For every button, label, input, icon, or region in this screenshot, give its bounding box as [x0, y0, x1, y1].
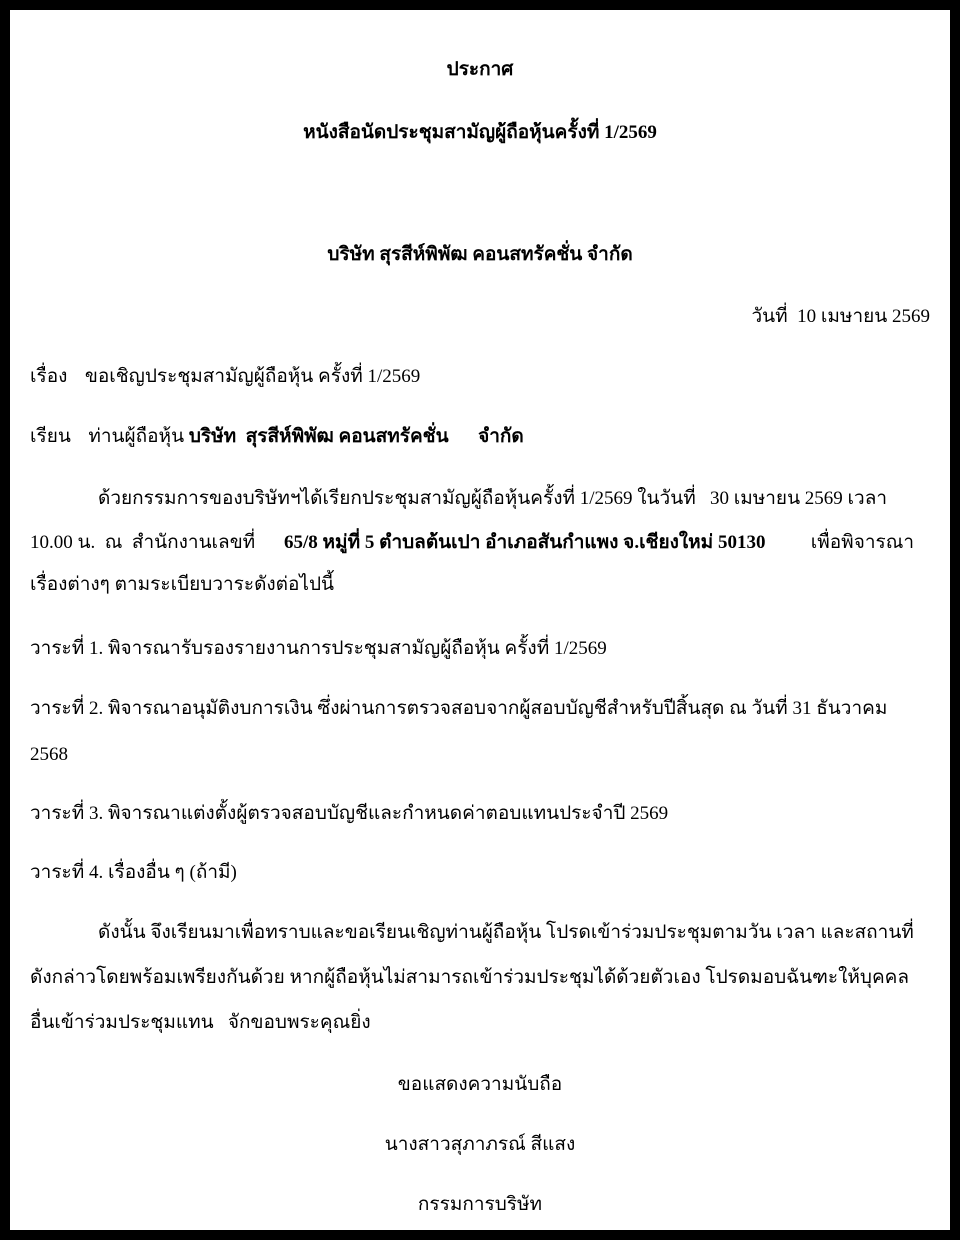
closing-line-1: ดังนั้น จึงเรียนมาเพื่อทราบและขอเรียนเชิญท่านผู้ถือหุ้น โปรดเข้าร่วมประชุมตามวัน เวลา และสถานที่ — [98, 922, 914, 943]
agenda-item-4: วาระที่ 4. เรื่องอื่น ๆ (ถ้ามี) — [30, 862, 237, 883]
signature-name: นางสาวสุภาภรณ์ สีแสง — [384, 1134, 576, 1155]
closing-line-3: อื่นเข้าร่วมประชุมแทน จักขอบพระคุณยิ่ง — [30, 1012, 371, 1033]
salutation-label: เรียน — [30, 426, 71, 447]
agenda-item-2: วาระที่ 2. พิจารณาอนุมัติงบการเงิน ซึ่งผ่านการตรวจสอบจากผู้สอบบัญชีสำหรับปีสิ้นสุด ณ วันที่ 31 ธันวาคม — [30, 698, 888, 719]
subject-line — [30, 365, 420, 389]
company-name-heading: บริษัท สุรสีห์พิพัฒ คอนสทรัคชั่น จำกัด — [327, 244, 633, 265]
document-subtitle: หนังสือนัดประชุมสามัญผู้ถือหุ้นครั้งที่ 1/2569 — [303, 122, 657, 143]
subject-label: เรื่อง — [30, 366, 68, 387]
signature-regards: ขอแสดงความนับถือ — [397, 1074, 563, 1095]
salutation-company: บริษัท สุรสีห์พิพัฒ คอนสทรัคชั่น — [188, 426, 449, 447]
agenda-item-1: วาระที่ 1. พิจารณารับรองรายงานการประชุมสามัญผู้ถือหุ้น ครั้งที่ 1/2569 — [30, 638, 607, 659]
intro-line-1: ด้วยกรรมการของบริษัทฯได้เรียกประชุมสามัญผู้ถือหุ้นครั้งที่ 1/2569 ในวันที่ 30 เมษายน 2569 เวลา — [98, 488, 888, 509]
agenda-item-2-continued: 2568 — [30, 744, 68, 765]
intro-time-place: 10.00 น. ณ สำนักงานเลขที่ — [30, 532, 256, 553]
salutation-line — [30, 425, 524, 449]
salutation-prefix: ท่านผู้ถือหุ้น — [88, 426, 185, 447]
document-date: วันที่ 10 เมษายน 2569 — [751, 306, 930, 327]
document-title: ประกาศ — [446, 59, 514, 80]
signature-position: กรรมการบริษัท — [417, 1194, 543, 1215]
announcement-document — [10, 10, 950, 1230]
intro-address: 65/8 หมู่ที่ 5 ตำบลต้นเปา อำเภอสันกำแพง จ.เชียงใหม่ 50130 — [284, 532, 766, 553]
intro-consider: เพื่อพิจารณา — [810, 532, 914, 553]
closing-line-2: ดังกล่าวโดยพร้อมเพรียงกันด้วย หากผู้ถือหุ้นไม่สามารถเข้าร่วมประชุมได้ด้วยตัวเอง โปรดมอบฉันฑะให้บุคคล — [30, 967, 910, 988]
subject-text: ขอเชิญประชุมสามัญผู้ถือหุ้น ครั้งที่ 1/2569 — [84, 366, 421, 387]
intro-line-3: เรื่องต่างๆ ตามระเบียบวาระดังต่อไปนี้ — [30, 574, 335, 595]
salutation-company-suffix: จำกัด — [478, 426, 524, 447]
agenda-item-3: วาระที่ 3. พิจารณาแต่งตั้งผู้ตรวจสอบบัญชีและกำหนดค่าตอบแทนประจำปี 2569 — [30, 803, 669, 824]
